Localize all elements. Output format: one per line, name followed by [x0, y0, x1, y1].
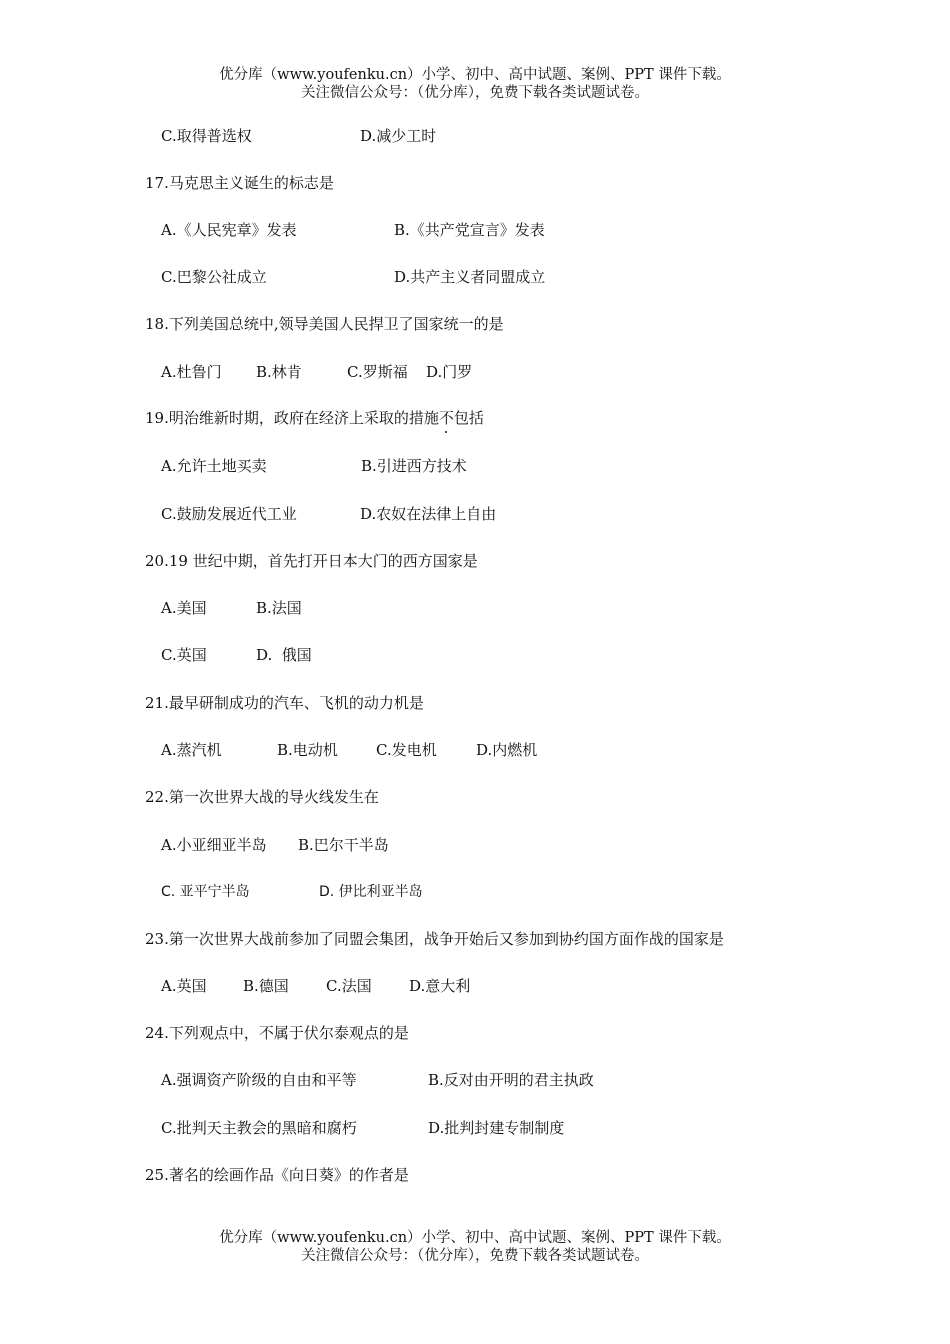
- q20-stem: 20.19 世纪中期，首先打开日本大门的西方国家是: [145, 552, 478, 570]
- q18-stem: 18.下列美国总统中,领导美国人民捍卫了国家统一的是: [145, 315, 504, 333]
- q25-stem: 25.著名的绘画作品《向日葵》的作者是: [145, 1166, 409, 1184]
- q19-stem-emphasis: 不: [438, 409, 454, 427]
- q21-option-a: A.蒸汽机: [161, 741, 222, 759]
- q20-option-c: C.英国: [161, 646, 207, 664]
- q22-stem: 22.第一次世界大战的导火线发生在: [145, 788, 379, 806]
- footer-line-2: 关注微信公众号：（优分库），免费下载各类试题试卷。: [301, 1248, 649, 1264]
- q21-option-b: B.电动机: [277, 741, 338, 759]
- q24-option-c: C.批判天主教会的黑暗和腐朽: [161, 1119, 357, 1137]
- q18-option-d: D.门罗: [426, 363, 473, 381]
- page-footer: [0, 1229, 950, 1265]
- q17-stem: 17.马克思主义诞生的标志是: [145, 174, 334, 192]
- q20-option-d: D. 俄国: [256, 646, 312, 664]
- q18-option-b: B.林肯: [256, 363, 302, 381]
- q22-option-a: A.小亚细亚半岛: [161, 836, 267, 854]
- q19-option-c: C.鼓励发展近代工业: [161, 505, 297, 523]
- q23-stem: 23.第一次世界大战前参加了同盟会集团，战争开始后又参加到协约国方面作战的国家是: [145, 930, 724, 948]
- q19-option-d: D.农奴在法律上自由: [360, 505, 497, 523]
- q24-stem: 24.下列观点中，不属于伏尔泰观点的是: [145, 1024, 409, 1042]
- q21-option-d: D.内燃机: [476, 741, 538, 759]
- q22-option-b: B.巴尔干半岛: [298, 836, 389, 854]
- q21-option-c: C.发电机: [376, 741, 437, 759]
- page-header: [0, 66, 950, 102]
- q24-option-d: D.批判封建专制制度: [428, 1119, 565, 1137]
- q18-option-a: A.杜鲁门: [161, 363, 222, 381]
- q17-option-d: D.共产主义者同盟成立: [394, 268, 546, 286]
- header-line-2: 关注微信公众号：（优分库），免费下载各类试题试卷。: [301, 85, 649, 101]
- q23-option-a: A.英国: [161, 977, 207, 995]
- header-line-1: 优分库（www.youfenku.cn）小学、初中、高中试题、案例、PPT 课件下载。: [219, 67, 731, 83]
- q19-stem: [145, 408, 484, 428]
- q21-stem: 21.最早研制成功的汽车、飞机的动力机是: [145, 694, 424, 712]
- q19-option-b: B.引进西方技术: [361, 457, 467, 475]
- q16-option-d: D.减少工时: [360, 127, 437, 145]
- q18-option-c: C.罗斯福: [347, 363, 408, 381]
- q19-option-a: A.允许土地买卖: [161, 457, 267, 475]
- q24-option-a: A.强调资产阶级的自由和平等: [161, 1071, 357, 1089]
- q20-option-b: B.法国: [256, 599, 302, 617]
- footer-line-1: 优分库（www.youfenku.cn）小学、初中、高中试题、案例、PPT 课件下载。: [219, 1230, 731, 1246]
- q20-option-a: A.美国: [161, 599, 207, 617]
- q17-option-b: B.《共产党宣言》发表: [394, 221, 545, 239]
- q23-option-b: B.德国: [243, 977, 289, 995]
- q22-option-d: D. 伊比利亚半岛: [319, 884, 423, 900]
- q22-option-c: C. 亚平宁半岛: [161, 884, 250, 900]
- q19-stem-post: 包括: [453, 409, 484, 427]
- q24-option-b: B.反对由开明的君主执政: [428, 1071, 594, 1089]
- q19-stem-pre: 19.明治维新时期，政府在经济上采取的措施: [145, 409, 439, 427]
- q23-option-d: D.意大利: [409, 977, 471, 995]
- q17-option-c: C.巴黎公社成立: [161, 268, 267, 286]
- q16-option-c: C.取得普选权: [161, 127, 252, 145]
- q23-option-c: C.法国: [326, 977, 372, 995]
- q17-option-a: A.《人民宪章》发表: [161, 221, 297, 239]
